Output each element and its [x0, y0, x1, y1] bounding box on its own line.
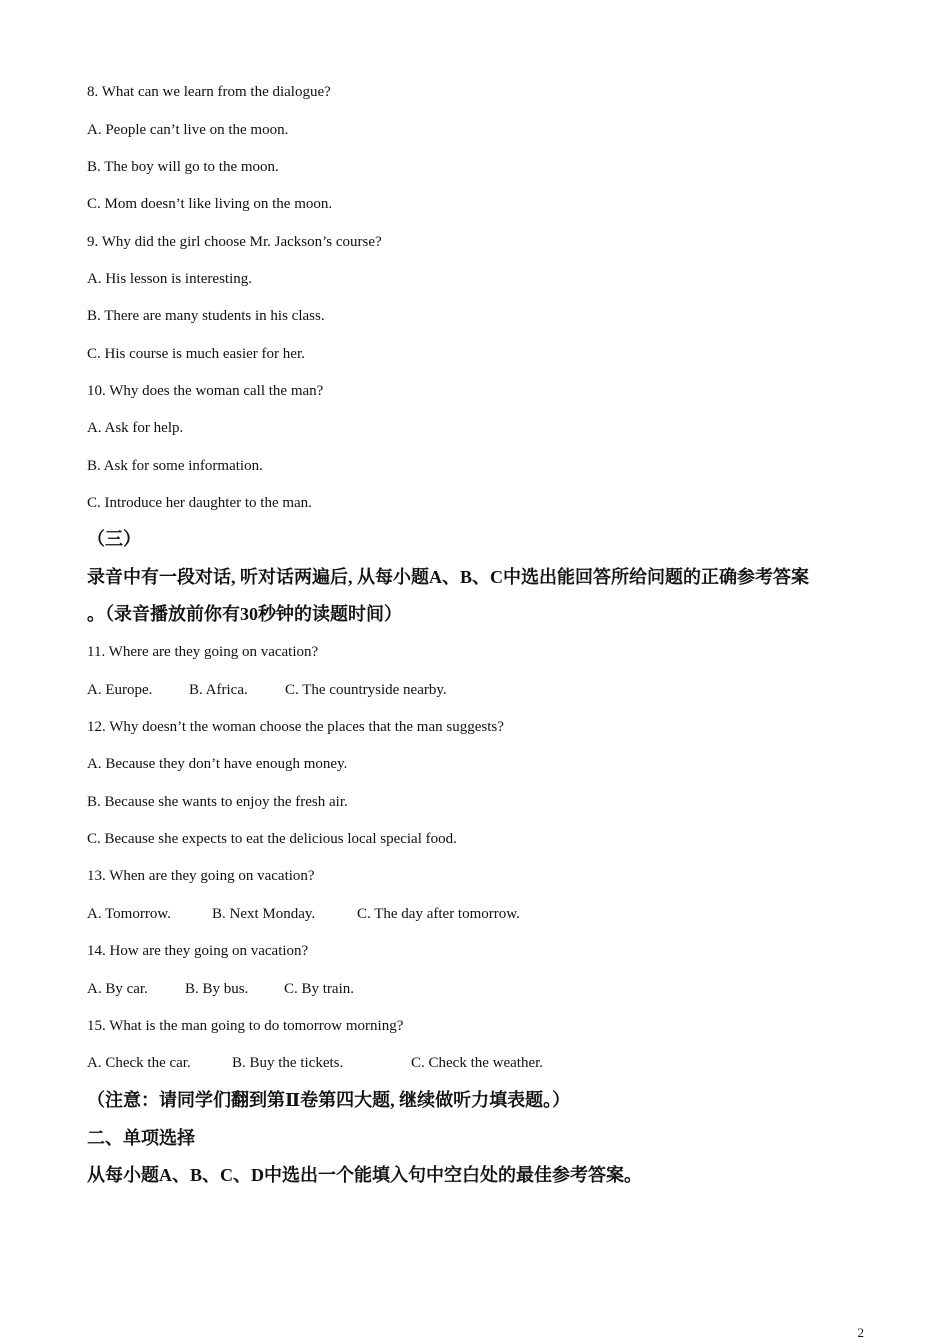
question-11: 11. Where are they going on vacation?	[87, 644, 319, 660]
q11-option-c: C. The countryside nearby.	[285, 682, 447, 698]
question-9: 9. Why did the girl choose Mr. Jackson’s course?	[87, 234, 382, 250]
section-3-instruction-cont: 。（录音播放前你有30秒钟的读题时间）	[87, 604, 402, 624]
question-10: 10. Why does the woman call the man?	[87, 383, 324, 399]
q8-option-a: A. People can’t live on the moon.	[87, 122, 289, 138]
q14-option-a: A. By car.	[87, 981, 148, 997]
q13-option-b: B. Next Monday.	[212, 906, 316, 922]
section-3-label: （三）	[87, 529, 141, 549]
listening-note: （注意：请同学们翻到第Ⅱ卷第四大题, 继续做听力填表题。）	[87, 1090, 571, 1110]
q8-option-b: B. The boy will go to the moon.	[87, 159, 279, 175]
q15-option-a: A. Check the car.	[87, 1055, 191, 1071]
q11-option-a: A. Europe.	[87, 682, 153, 698]
q10-option-b: B. Ask for some information.	[87, 458, 263, 474]
q10-option-a: A. Ask for help.	[87, 420, 184, 436]
q13-option-c: C. The day after tomorrow.	[357, 906, 520, 922]
q12-option-c: C. Because she expects to eat the delicious local special food.	[87, 831, 457, 847]
q9-option-c: C. His course is much easier for her.	[87, 346, 305, 362]
question-12: 12. Why doesn’t the woman choose the places that the man suggests?	[87, 719, 504, 735]
part-2-title: 二、单项选择	[87, 1128, 195, 1148]
question-13: 13. When are they going on vacation?	[87, 868, 315, 884]
q8-option-c: C. Mom doesn’t like living on the moon.	[87, 196, 333, 212]
q14-option-c: C. By train.	[284, 981, 354, 997]
q13-option-a: A. Tomorrow.	[87, 906, 171, 922]
part-2-instruction: 从每小题A、B、C、D中选出一个能填入句中空白处的最佳参考答案。	[87, 1165, 642, 1185]
section-3-instruction: 录音中有一段对话, 听对话两遍后, 从每小题A、B、C中选出能回答所给问题的正确参考答案	[87, 567, 809, 587]
q9-option-a: A. His lesson is interesting.	[87, 271, 252, 287]
q14-options	[87, 980, 354, 998]
q14-option-b: B. By bus.	[185, 981, 249, 997]
q11-option-b: B. Africa.	[189, 682, 248, 698]
question-14: 14. How are they going on vacation?	[87, 943, 309, 959]
q13-options	[87, 905, 520, 923]
q12-option-a: A. Because they don’t have enough money.	[87, 756, 348, 772]
question-8: 8. What can we learn from the dialogue?	[87, 84, 331, 100]
q15-options	[87, 1054, 543, 1072]
question-15: 15. What is the man going to do tomorrow morning?	[87, 1018, 404, 1034]
q11-options	[87, 681, 447, 699]
q12-option-b: B. Because she wants to enjoy the fresh air.	[87, 794, 348, 810]
q9-option-b: B. There are many students in his class.	[87, 308, 325, 324]
q15-option-c: C. Check the weather.	[411, 1055, 544, 1071]
q15-option-b: B. Buy the tickets.	[232, 1055, 344, 1071]
q10-option-c: C. Introduce her daughter to the man.	[87, 495, 312, 511]
page-number: 2	[857, 1325, 864, 1340]
